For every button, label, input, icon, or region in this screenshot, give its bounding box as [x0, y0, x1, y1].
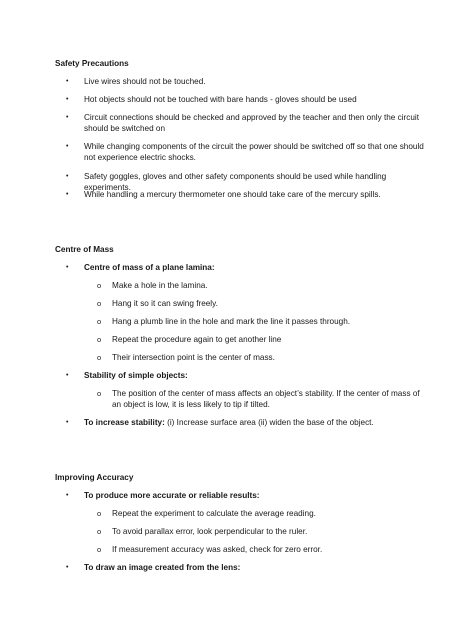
- increase-stability-text: (i) Increase surface area (ii) widen the base of the object.: [164, 418, 374, 427]
- bullet-marker: •: [66, 191, 69, 198]
- bullet-marker: •: [66, 143, 69, 150]
- stability-label: Stability of simple objects:: [84, 371, 188, 380]
- results-point: To avoid parallax error, look perpendicular to the ruler.: [112, 527, 308, 536]
- safety-item: Live wires should not be touched.: [84, 77, 206, 86]
- results-label: To produce more accurate or reliable results:: [84, 491, 260, 500]
- bullet-marker: •: [66, 264, 69, 271]
- stability-point: The position of the center of mass affects an object’s stability. If the center of mass of an object is low, it is less likely to tip if tilted.: [112, 389, 420, 409]
- sub-marker: o: [97, 335, 102, 344]
- lamina-label: Centre of mass of a plane lamina:: [84, 263, 215, 272]
- lamina-step: Hang it so it can swing freely.: [112, 299, 218, 308]
- results-point: Repeat the experiment to calculate the average reading.: [112, 509, 316, 518]
- bullet-marker: •: [66, 492, 69, 499]
- safety-item: Hot objects should not be touched with bare hands - gloves should be used: [84, 95, 357, 104]
- bullet-marker: •: [66, 78, 69, 85]
- sub-marker: o: [97, 299, 102, 308]
- bullet-marker: •: [66, 114, 69, 121]
- safety-item: While handling a mercury thermometer one should take care of the mercury spills.: [84, 190, 381, 199]
- sub-marker: o: [97, 509, 102, 518]
- lamina-step: Repeat the procedure again to get another line: [112, 335, 282, 344]
- sub-marker: o: [97, 527, 102, 536]
- results-point: If measurement accuracy was asked, check for zero error.: [112, 545, 323, 554]
- sub-marker: o: [97, 281, 102, 290]
- safety-item: Safety goggles, gloves and other safety components should be used while handling experiments.: [84, 172, 387, 192]
- improving-accuracy-heading: Improving Accuracy: [55, 473, 134, 482]
- lamina-step: Hang a plumb line in the hole and mark the line it passes through.: [112, 317, 351, 326]
- bullet-marker: •: [66, 96, 69, 103]
- sub-marker: o: [97, 317, 102, 326]
- lamina-step: Their intersection point is the center of mass.: [112, 353, 275, 362]
- lens-label: To draw an image created from the lens:: [84, 563, 241, 572]
- lamina-step: Make a hole in the lamina.: [112, 281, 208, 290]
- sub-marker: o: [97, 545, 102, 554]
- increase-stability-label: To increase stability:: [84, 418, 165, 427]
- safety-heading: Safety Precautions: [55, 59, 129, 68]
- bullet-marker: •: [66, 564, 69, 571]
- bullet-marker: •: [66, 173, 69, 180]
- safety-item: While changing components of the circuit the power should be switched off so that one should not experience electric shocks.: [84, 142, 424, 162]
- sub-marker: o: [97, 389, 102, 398]
- safety-item: Circuit connections should be checked and approved by the teacher and then only the circuit should be switched on: [84, 113, 419, 133]
- centre-of-mass-heading: Centre of Mass: [55, 245, 114, 254]
- bullet-marker: •: [66, 372, 69, 379]
- bullet-marker: •: [66, 419, 69, 426]
- increase-stability: [84, 417, 424, 428]
- sub-marker: o: [97, 353, 102, 362]
